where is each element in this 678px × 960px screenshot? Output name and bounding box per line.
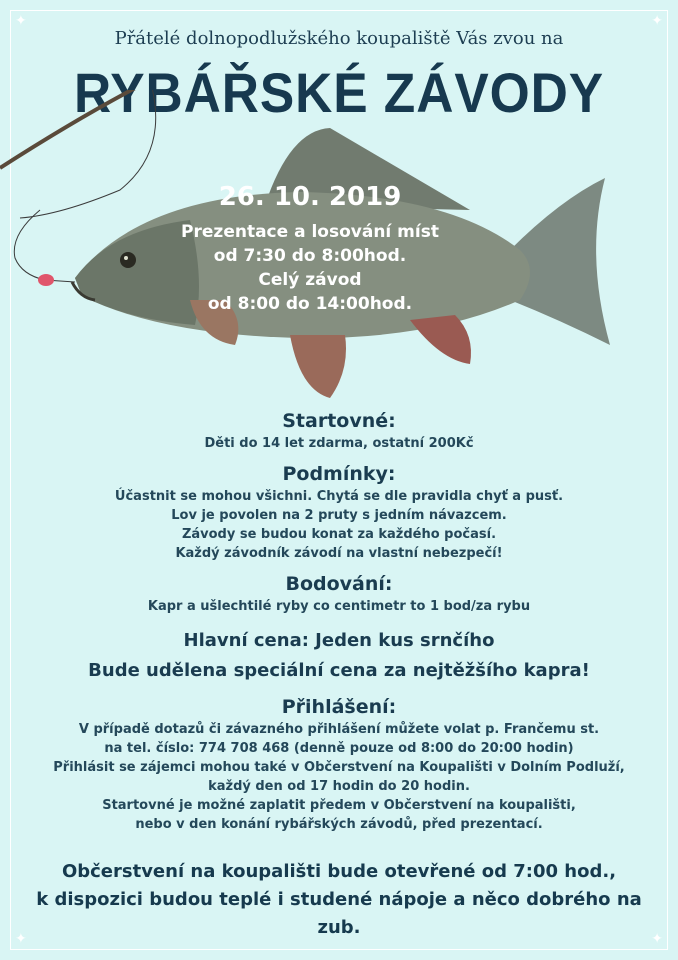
poster-title: RYBÁŘSKÉ ZÁVODY [73, 61, 605, 124]
prihlaseni-line: nebo v den konání rybářských závodů, před prezentací. [135, 817, 543, 832]
section-heading-startovne: Startovné: [282, 410, 396, 432]
fishing-rod-icon [0, 90, 170, 168]
closing-line: Občerstvení na koupališti bude otevřené od 7:00 hod., [61, 861, 617, 882]
prihlaseni-line: na tel. číslo: 774 708 468 (denně pouze od 8:00 do 20:00 hodin) [104, 741, 574, 756]
corner-ornament-icon: ✦ [15, 13, 27, 29]
podminky-line: Účastnit se mohou všichni. Chytá se dle pravidla chyť a pusť. [114, 489, 564, 504]
podminky-line: Lov je povolen na 2 pruty s jedním návazcem. [171, 508, 507, 523]
prihlaseni-line: každý den od 17 hodin do 20 hodin. [208, 779, 470, 794]
prihlaseni-line: Startovné je možné zaplatit předem v Občerstvení na koupališti, [102, 798, 576, 813]
bodovani-line: Kapr a ušlechtilé ryby co centimetr to 1 bod/za rybu [147, 599, 531, 614]
corner-ornament-icon: ✦ [651, 13, 663, 29]
invite-line: Přátelé dolnopodlužského koupaliště Vás zvou na [114, 28, 564, 49]
main-prize: Hlavní cena: Jeden kus srnčího [183, 630, 495, 651]
poster-content [20, 400, 658, 942]
section-heading-podminky: Podmínky: [282, 463, 396, 485]
special-prize: Bude udělena speciální cena za nejtěžšího kapra! [88, 660, 590, 681]
schedule-line: od 7:30 do 8:00hod. [213, 246, 407, 266]
fish-pelvic-fin-icon [290, 335, 346, 398]
prihlaseni-line: V případě dotazů či závazného přihlášení můžete volat p. Frančemu st. [78, 722, 600, 737]
section-heading-prihlaseni: Přihlášení: [281, 696, 397, 718]
closing-line: k dispozici budou teplé i studené nápoje a něco dobrého na zub. [36, 889, 642, 938]
prizes [20, 626, 658, 686]
podminky-line: Každý závodník závodí na vlastní nebezpečí! [175, 546, 503, 561]
bait-icon [38, 274, 54, 286]
corner-ornament-icon: ✦ [651, 931, 663, 947]
section-heading-bodovani: Bodování: [285, 573, 393, 595]
event-date: 26. 10. 2019 [218, 182, 402, 212]
corner-ornament-icon: ✦ [15, 931, 27, 947]
startovne-line: Děti do 14 let zdarma, ostatní 200Kč [204, 436, 474, 451]
fish-anal-fin-icon [410, 315, 471, 364]
podminky-line: Závody se budou konat za každého počasí. [181, 527, 497, 542]
schedule-line: od 8:00 do 14:00hod. [207, 294, 413, 314]
closing-note [20, 858, 658, 942]
schedule-line: Celý závod [258, 270, 362, 290]
prihlaseni-line: Přihlásit se zájemci mohou také v Občerstvení na Koupališti v Dolním Podluží, [53, 760, 625, 775]
event-info [120, 182, 500, 316]
schedule-line: Prezentace a losování míst [181, 222, 439, 242]
